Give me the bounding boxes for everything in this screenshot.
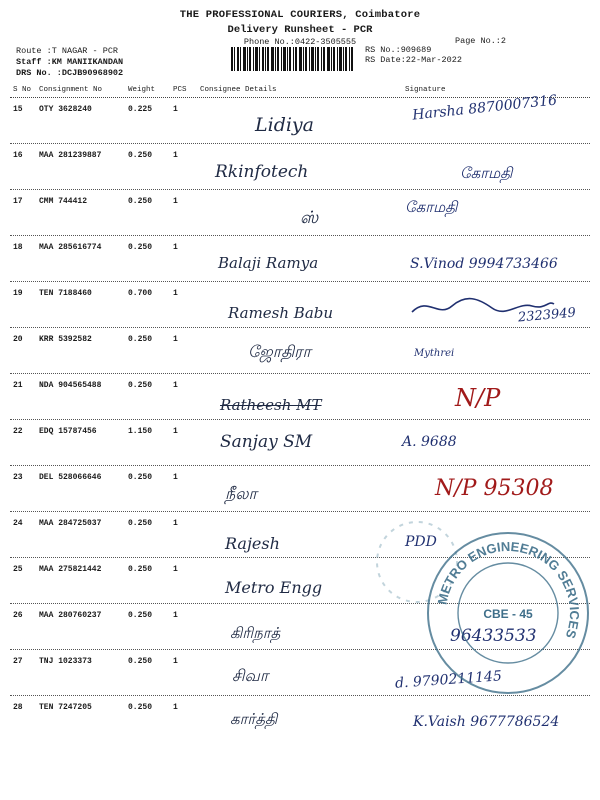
signature-handwriting: N/P 95308 bbox=[435, 476, 554, 501]
table-row bbox=[10, 236, 590, 282]
table-row bbox=[10, 144, 590, 190]
consignee-handwriting: Rkinfotech bbox=[215, 162, 309, 182]
row-weight: 1.150 bbox=[128, 427, 153, 436]
row-weight: 0.700 bbox=[128, 289, 153, 298]
row-pcs: 1 bbox=[173, 289, 178, 298]
consignee-handwriting: கார்த்தி bbox=[230, 710, 278, 728]
signature-handwriting: Mythrei bbox=[414, 348, 455, 359]
row-sno: 18 bbox=[13, 243, 23, 252]
consignee-handwriting: Sanjay SM bbox=[220, 432, 313, 452]
row-pcs: 1 bbox=[173, 335, 178, 344]
signature-handwriting: PDD bbox=[405, 534, 437, 550]
row-sno: 26 bbox=[13, 611, 23, 620]
row-weight: 0.250 bbox=[128, 151, 153, 160]
row-consignment: TNJ 1023373 bbox=[39, 657, 92, 666]
table-row bbox=[10, 420, 590, 466]
row-consignment: NDA 904565488 bbox=[39, 381, 102, 390]
row-consignment: OTY 3628240 bbox=[39, 105, 92, 114]
signature-handwriting: கோமதி bbox=[405, 198, 458, 216]
row-sno: 15 bbox=[13, 105, 23, 114]
sheet-title: Delivery Runsheet - PCR bbox=[227, 24, 373, 36]
row-pcs: 1 bbox=[173, 105, 178, 114]
svg-text:METRO ENGINEERING SERVICES bbox=[435, 539, 583, 641]
signature-scribble bbox=[408, 292, 558, 320]
row-pcs: 1 bbox=[173, 519, 178, 528]
signature-handwriting: K.Vaish 9677786524 bbox=[413, 714, 560, 730]
row-consignment: MAA 281239887 bbox=[39, 151, 102, 160]
consignee-handwriting: Lidiya bbox=[255, 114, 314, 136]
row-weight: 0.250 bbox=[128, 611, 153, 620]
row-sno: 28 bbox=[13, 703, 23, 712]
row-pcs: 1 bbox=[173, 565, 178, 574]
row-sno: 24 bbox=[13, 519, 23, 528]
row-consignment: EDQ 15787456 bbox=[39, 427, 97, 436]
consignee-handwriting: சிவா bbox=[232, 666, 269, 685]
signature-handwriting: A. 9688 bbox=[402, 434, 457, 450]
rs-number: RS No.:909689 bbox=[365, 45, 432, 55]
row-pcs: 1 bbox=[173, 381, 178, 390]
signature-handwriting: N/P bbox=[455, 384, 501, 412]
row-weight: 0.225 bbox=[128, 105, 153, 114]
row-consignment: TEN 7188460 bbox=[39, 289, 92, 298]
company-name: THE PROFESSIONAL COURIERS, Coimbatore bbox=[179, 9, 421, 21]
consignee-handwriting: Ratheesh MT bbox=[220, 396, 322, 414]
row-sno: 21 bbox=[13, 381, 23, 390]
row-weight: 0.250 bbox=[128, 335, 153, 344]
row-weight: 0.250 bbox=[128, 519, 153, 528]
barcode-image bbox=[231, 47, 353, 71]
row-sno: 23 bbox=[13, 473, 23, 482]
row-sno: 22 bbox=[13, 427, 23, 436]
row-sno: 16 bbox=[13, 151, 23, 160]
row-pcs: 1 bbox=[173, 657, 178, 666]
row-weight: 0.250 bbox=[128, 381, 153, 390]
stamp-code: CBE - 45 bbox=[483, 607, 533, 621]
row-pcs: 1 bbox=[173, 427, 178, 436]
table-row bbox=[10, 328, 590, 374]
table-row bbox=[10, 190, 590, 236]
stamp-text: METRO ENGINEERING SERVICES bbox=[434, 538, 583, 641]
consignee-handwriting: ஸ் bbox=[300, 208, 319, 228]
company-stamp bbox=[413, 518, 600, 708]
signature-handwriting: 2323949 bbox=[517, 305, 577, 326]
phone-number: Phone No.:0422-3505555 bbox=[243, 37, 357, 47]
row-pcs: 1 bbox=[173, 197, 178, 206]
consignee-handwriting: Ramesh Babu bbox=[228, 304, 334, 322]
row-weight: 0.250 bbox=[128, 657, 153, 666]
consignee-handwriting: Rajesh bbox=[225, 534, 280, 553]
row-consignment: MAA 285616774 bbox=[39, 243, 102, 252]
table-row bbox=[10, 92, 590, 144]
col-header-weight: Weight bbox=[128, 86, 156, 94]
row-consignment: DEL 528066646 bbox=[39, 473, 102, 482]
row-sno: 25 bbox=[13, 565, 23, 574]
rs-date: RS Date:22-Mar-2022 bbox=[365, 55, 462, 65]
col-header-consignment: Consignment No bbox=[39, 86, 103, 94]
signature-handwriting: d. 9790211145 bbox=[394, 668, 503, 692]
consignee-handwriting: கிரிநாத் bbox=[230, 624, 281, 642]
table-row bbox=[10, 374, 590, 420]
row-pcs: 1 bbox=[173, 611, 178, 620]
row-pcs: 1 bbox=[173, 151, 178, 160]
row-pcs: 1 bbox=[173, 243, 178, 252]
row-weight: 0.250 bbox=[128, 565, 153, 574]
consignee-handwriting: Metro Engg bbox=[225, 578, 323, 597]
signature-handwriting: S.Vinod 9994733466 bbox=[410, 256, 558, 272]
col-header-signature: Signature bbox=[405, 86, 446, 94]
row-consignment: MAA 275821442 bbox=[39, 565, 102, 574]
col-header-pcs: PCS bbox=[173, 86, 187, 94]
row-consignment: TEN 7247205 bbox=[39, 703, 92, 712]
row-weight: 0.250 bbox=[128, 243, 153, 252]
row-sno: 27 bbox=[13, 657, 23, 666]
runsheet-meta-right bbox=[365, 45, 462, 65]
row-pcs: 1 bbox=[173, 703, 178, 712]
row-sno: 19 bbox=[13, 289, 23, 298]
row-weight: 0.250 bbox=[128, 473, 153, 482]
staff-label: Staff :KM MANIIKANDAN bbox=[16, 57, 124, 67]
row-sno: 20 bbox=[13, 335, 23, 344]
row-consignment: CMM 744412 bbox=[39, 197, 88, 206]
table-row bbox=[10, 282, 590, 328]
row-consignment: MAA 280760237 bbox=[39, 611, 102, 620]
row-consignment: KRR 5392582 bbox=[39, 335, 92, 344]
table-row bbox=[10, 466, 590, 512]
signature-handwriting: 96433533 bbox=[450, 626, 537, 646]
col-header-sno: S No bbox=[13, 86, 32, 94]
consignee-handwriting: நீலா bbox=[225, 484, 257, 503]
route-label: Route :T NAGAR - PCR bbox=[16, 46, 119, 56]
consignee-handwriting: Balaji Ramya bbox=[218, 254, 319, 272]
row-consignment: MAA 284725037 bbox=[39, 519, 102, 528]
row-pcs: 1 bbox=[173, 473, 178, 482]
consignee-handwriting: ஜோதிரா bbox=[248, 342, 311, 361]
runsheet-meta-left bbox=[16, 46, 123, 79]
signature-handwriting: கோமதி bbox=[460, 164, 513, 182]
col-header-consignee: Consignee Details bbox=[200, 86, 277, 94]
row-weight: 0.250 bbox=[128, 703, 153, 712]
row-sno: 17 bbox=[13, 197, 23, 206]
row-weight: 0.250 bbox=[128, 197, 153, 206]
signature-handwriting: Harsha 8870007316 bbox=[411, 92, 558, 124]
page-number: Page No.:2 bbox=[455, 36, 507, 46]
drs-number: DRS No. :DCJB90968902 bbox=[16, 68, 124, 78]
